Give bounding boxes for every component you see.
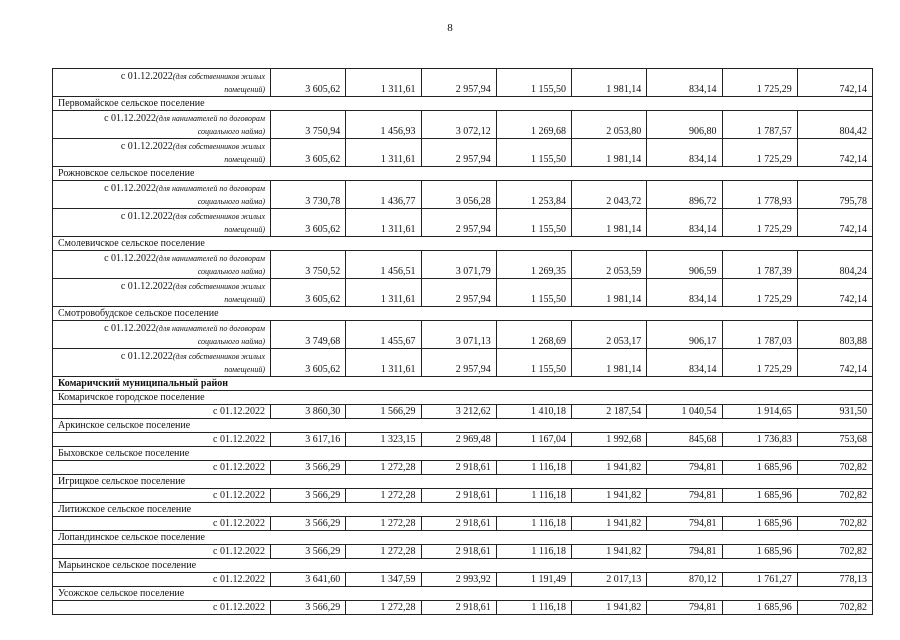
tariff-value-cell: 2 957,94	[421, 139, 496, 167]
tariff-value-cell: 906,80	[647, 111, 722, 139]
tariff-row	[53, 405, 873, 419]
period-note: (для собственников жилых	[172, 351, 265, 361]
tariff-row	[53, 321, 873, 349]
tariff-value-cell: 804,24	[797, 251, 872, 279]
period-date: с 01.12.2022	[104, 112, 157, 124]
tariff-value-cell: 1 992,68	[572, 433, 647, 447]
tariff-value-cell: 1 685,96	[722, 461, 797, 475]
settlement-name: Аркинское сельское поселение	[53, 419, 873, 433]
tariff-value-cell: 2 043,72	[572, 181, 647, 209]
tariff-value-cell: 794,81	[647, 461, 722, 475]
settlement-name: Смотровобудское сельское поселение	[53, 307, 873, 321]
tariff-value-cell: 1 941,82	[572, 601, 647, 615]
tariff-value-cell: 702,82	[797, 517, 872, 531]
tariff-value-cell: 845,68	[647, 433, 722, 447]
period-note: (для нанимателей по договорам	[156, 253, 265, 263]
tariff-value-cell: 2 957,94	[421, 209, 496, 237]
tariff-row	[53, 251, 873, 279]
period-cell	[53, 251, 271, 279]
period-date: с 01.12.2022	[213, 545, 265, 557]
settlement-row	[53, 559, 873, 573]
district-name: Комаричский муниципальный район	[53, 377, 873, 391]
tariff-value-cell: 3 071,13	[421, 321, 496, 349]
period-note-continued: социального найма)	[197, 336, 265, 346]
tariff-value-cell: 1 455,67	[346, 321, 421, 349]
tariff-value-cell: 794,81	[647, 601, 722, 615]
tariff-value-cell: 1 116,18	[496, 545, 571, 559]
tariff-row	[53, 139, 873, 167]
tariff-value-cell: 1 269,35	[496, 251, 571, 279]
settlement-name: Первомайское сельское поселение	[53, 97, 873, 111]
tariff-row	[53, 69, 873, 97]
tariff-value-cell: 753,68	[797, 433, 872, 447]
tariff-row	[53, 209, 873, 237]
tariff-value-cell: 742,14	[797, 279, 872, 307]
tariff-value-cell: 2 957,94	[421, 279, 496, 307]
tariff-value-cell: 1 685,96	[722, 601, 797, 615]
tariff-value-cell: 2 053,80	[572, 111, 647, 139]
tariff-value-cell: 3 071,79	[421, 251, 496, 279]
tariff-value-cell: 1 410,18	[496, 405, 571, 419]
tariff-value-cell: 1 311,61	[346, 279, 421, 307]
period-note-continued: социального найма)	[197, 196, 265, 206]
tariff-value-cell: 2 957,94	[421, 349, 496, 377]
district-row	[53, 377, 873, 391]
tariff-value-cell: 794,81	[647, 545, 722, 559]
tariff-value-cell: 3 566,29	[271, 461, 346, 475]
period-date: с 01.12.2022	[120, 210, 173, 222]
period-note: (для собственников жилых	[172, 71, 265, 81]
tariff-value-cell: 1 272,28	[346, 517, 421, 531]
period-date: с 01.12.2022	[213, 517, 265, 529]
tariff-value-cell: 1 253,84	[496, 181, 571, 209]
tariff-value-cell: 3 730,78	[271, 181, 346, 209]
tariff-table	[52, 68, 873, 615]
tariff-row	[53, 461, 873, 475]
tariff-value-cell: 1 268,69	[496, 321, 571, 349]
tariff-value-cell: 3 860,30	[271, 405, 346, 419]
settlement-row	[53, 97, 873, 111]
tariff-value-cell: 1 981,14	[572, 139, 647, 167]
settlement-row	[53, 587, 873, 601]
period-date: с 01.12.2022	[213, 573, 265, 585]
tariff-value-cell: 2 918,61	[421, 517, 496, 531]
period-date: с 01.12.2022	[213, 461, 265, 473]
tariff-value-cell: 3 749,68	[271, 321, 346, 349]
tariff-value-cell: 834,14	[647, 279, 722, 307]
tariff-row	[53, 545, 873, 559]
period-cell	[53, 111, 271, 139]
tariff-value-cell: 1 981,14	[572, 349, 647, 377]
tariff-value-cell: 1 311,61	[346, 69, 421, 97]
tariff-value-cell: 1 347,59	[346, 573, 421, 587]
tariff-table-body	[53, 69, 873, 615]
tariff-value-cell: 702,82	[797, 545, 872, 559]
tariff-value-cell: 834,14	[647, 209, 722, 237]
settlement-row	[53, 531, 873, 545]
tariff-value-cell: 702,82	[797, 489, 872, 503]
period-date: с 01.12.2022	[120, 280, 173, 292]
tariff-value-cell: 2 918,61	[421, 545, 496, 559]
tariff-value-cell: 1 040,54	[647, 405, 722, 419]
tariff-value-cell: 1 725,29	[722, 209, 797, 237]
tariff-value-cell: 1 155,50	[496, 349, 571, 377]
tariff-value-cell: 1 725,29	[722, 139, 797, 167]
tariff-row	[53, 111, 873, 139]
tariff-value-cell: 3 566,29	[271, 517, 346, 531]
tariff-value-cell: 1 725,29	[722, 279, 797, 307]
tariff-value-cell: 1 116,18	[496, 601, 571, 615]
settlement-row	[53, 419, 873, 433]
tariff-value-cell: 1 736,83	[722, 433, 797, 447]
tariff-row	[53, 349, 873, 377]
tariff-row	[53, 489, 873, 503]
tariff-value-cell: 1 155,50	[496, 209, 571, 237]
tariff-value-cell: 1 685,96	[722, 489, 797, 503]
period-note: (для нанимателей по договорам	[156, 183, 265, 193]
tariff-value-cell: 2 993,92	[421, 573, 496, 587]
tariff-value-cell: 1 436,77	[346, 181, 421, 209]
settlement-name: Марьинское сельское поселение	[53, 559, 873, 573]
tariff-value-cell: 2 187,54	[572, 405, 647, 419]
tariff-value-cell: 931,50	[797, 405, 872, 419]
tariff-value-cell: 3 605,62	[271, 69, 346, 97]
tariff-value-cell: 1 456,51	[346, 251, 421, 279]
tariff-value-cell: 870,12	[647, 573, 722, 587]
period-note: (для собственников жилых	[172, 141, 265, 151]
tariff-value-cell: 794,81	[647, 517, 722, 531]
tariff-value-cell: 1 191,49	[496, 573, 571, 587]
tariff-value-cell: 3 617,16	[271, 433, 346, 447]
tariff-value-cell: 1 272,28	[346, 489, 421, 503]
period-note-continued: помещений)	[224, 364, 265, 374]
period-cell	[53, 601, 271, 615]
period-note: (для нанимателей по договорам	[156, 323, 265, 333]
period-cell	[53, 405, 271, 419]
tariff-value-cell: 742,14	[797, 69, 872, 97]
settlement-name: Смолевичское сельское поселение	[53, 237, 873, 251]
tariff-value-cell: 702,82	[797, 461, 872, 475]
period-cell	[53, 461, 271, 475]
settlement-name: Рожновское сельское поселение	[53, 167, 873, 181]
tariff-value-cell: 3 212,62	[421, 405, 496, 419]
tariff-value-cell: 896,72	[647, 181, 722, 209]
period-cell	[53, 573, 271, 587]
tariff-value-cell: 906,59	[647, 251, 722, 279]
period-note-continued: помещений)	[224, 154, 265, 164]
tariff-row	[53, 517, 873, 531]
tariff-value-cell: 1 914,65	[722, 405, 797, 419]
tariff-value-cell: 1 981,14	[572, 209, 647, 237]
period-note: (для собственников жилых	[172, 281, 265, 291]
tariff-row	[53, 433, 873, 447]
period-note: (для собственников жилых	[172, 211, 265, 221]
tariff-value-cell: 1 941,82	[572, 461, 647, 475]
period-cell	[53, 69, 271, 97]
period-cell	[53, 517, 271, 531]
period-cell	[53, 209, 271, 237]
tariff-value-cell: 804,42	[797, 111, 872, 139]
period-cell	[53, 349, 271, 377]
period-cell	[53, 321, 271, 349]
tariff-value-cell: 794,81	[647, 489, 722, 503]
tariff-value-cell: 1 941,82	[572, 517, 647, 531]
tariff-value-cell: 742,14	[797, 349, 872, 377]
period-cell	[53, 545, 271, 559]
period-note-continued: помещений)	[224, 84, 265, 94]
page-number: 8	[447, 22, 453, 34]
tariff-value-cell: 1 167,04	[496, 433, 571, 447]
tariff-row	[53, 601, 873, 615]
tariff-value-cell: 1 323,15	[346, 433, 421, 447]
period-note-continued: помещений)	[224, 294, 265, 304]
tariff-value-cell: 1 456,93	[346, 111, 421, 139]
tariff-value-cell: 1 778,93	[722, 181, 797, 209]
period-date: с 01.12.2022	[120, 140, 173, 152]
tariff-value-cell: 1 941,82	[572, 545, 647, 559]
tariff-value-cell: 3 605,62	[271, 349, 346, 377]
tariff-value-cell: 3 072,12	[421, 111, 496, 139]
tariff-value-cell: 1 272,28	[346, 461, 421, 475]
tariff-value-cell: 1 272,28	[346, 601, 421, 615]
settlement-row	[53, 391, 873, 405]
tariff-value-cell: 2 017,13	[572, 573, 647, 587]
settlement-row	[53, 503, 873, 517]
period-cell	[53, 139, 271, 167]
tariff-value-cell: 3 566,29	[271, 489, 346, 503]
tariff-value-cell: 803,88	[797, 321, 872, 349]
tariff-value-cell: 2 957,94	[421, 69, 496, 97]
settlement-name: Комаричское городское поселение	[53, 391, 873, 405]
tariff-value-cell: 3 605,62	[271, 139, 346, 167]
tariff-value-cell: 1 981,14	[572, 69, 647, 97]
settlement-row	[53, 307, 873, 321]
tariff-value-cell: 1 787,03	[722, 321, 797, 349]
period-date: с 01.12.2022	[213, 489, 265, 501]
tariff-value-cell: 1 725,29	[722, 69, 797, 97]
tariff-value-cell: 1 116,18	[496, 489, 571, 503]
tariff-value-cell: 3 605,62	[271, 279, 346, 307]
tariff-value-cell: 3 605,62	[271, 209, 346, 237]
settlement-row	[53, 237, 873, 251]
tariff-value-cell: 2 053,17	[572, 321, 647, 349]
tariff-row	[53, 573, 873, 587]
tariff-value-cell: 1 761,27	[722, 573, 797, 587]
tariff-value-cell: 3 566,29	[271, 601, 346, 615]
tariff-value-cell: 742,14	[797, 139, 872, 167]
tariff-value-cell: 834,14	[647, 139, 722, 167]
tariff-value-cell: 3 750,94	[271, 111, 346, 139]
period-note: (для нанимателей по договорам	[156, 113, 265, 123]
tariff-value-cell: 1 155,50	[496, 139, 571, 167]
settlement-name: Литижское сельское поселение	[53, 503, 873, 517]
tariff-value-cell: 1 685,96	[722, 517, 797, 531]
tariff-value-cell: 3 641,60	[271, 573, 346, 587]
tariff-value-cell: 1 116,18	[496, 461, 571, 475]
tariff-value-cell: 2 918,61	[421, 461, 496, 475]
tariff-value-cell: 1 941,82	[572, 489, 647, 503]
tariff-value-cell: 3 750,52	[271, 251, 346, 279]
settlement-name: Лопандинское сельское поселение	[53, 531, 873, 545]
period-date: с 01.12.2022	[120, 350, 173, 362]
period-date: с 01.12.2022	[213, 433, 265, 445]
period-cell	[53, 181, 271, 209]
tariff-value-cell: 1 685,96	[722, 545, 797, 559]
tariff-value-cell: 3 566,29	[271, 545, 346, 559]
tariff-value-cell: 1 272,28	[346, 545, 421, 559]
settlement-name: Быховское сельское поселение	[53, 447, 873, 461]
tariff-value-cell: 702,82	[797, 601, 872, 615]
period-cell	[53, 279, 271, 307]
tariff-value-cell: 1 155,50	[496, 279, 571, 307]
tariff-value-cell: 742,14	[797, 209, 872, 237]
tariff-value-cell: 2 918,61	[421, 601, 496, 615]
tariff-value-cell: 2 918,61	[421, 489, 496, 503]
tariff-value-cell: 1 787,39	[722, 251, 797, 279]
period-note-continued: помещений)	[224, 224, 265, 234]
settlement-row	[53, 447, 873, 461]
period-date: с 01.12.2022	[213, 601, 265, 613]
period-date: с 01.12.2022	[120, 70, 173, 82]
settlement-row	[53, 167, 873, 181]
tariff-value-cell: 834,14	[647, 349, 722, 377]
tariff-value-cell: 1 787,57	[722, 111, 797, 139]
tariff-value-cell: 2 053,59	[572, 251, 647, 279]
settlement-row	[53, 475, 873, 489]
tariff-value-cell: 2 969,48	[421, 433, 496, 447]
period-note-continued: социального найма)	[197, 266, 265, 276]
period-date: с 01.12.2022	[104, 252, 157, 264]
period-date: с 01.12.2022	[104, 322, 157, 334]
tariff-value-cell: 3 056,28	[421, 181, 496, 209]
tariff-row	[53, 181, 873, 209]
period-cell	[53, 433, 271, 447]
tariff-value-cell: 1 269,68	[496, 111, 571, 139]
tariff-value-cell: 778,13	[797, 573, 872, 587]
tariff-value-cell: 1 311,61	[346, 349, 421, 377]
tariff-value-cell: 1 981,14	[572, 279, 647, 307]
period-cell	[53, 489, 271, 503]
period-date: с 01.12.2022	[104, 182, 157, 194]
tariff-value-cell: 1 566,29	[346, 405, 421, 419]
tariff-value-cell: 1 155,50	[496, 69, 571, 97]
tariff-value-cell: 1 116,18	[496, 517, 571, 531]
settlement-name: Игрицкое сельское поселение	[53, 475, 873, 489]
tariff-value-cell: 834,14	[647, 69, 722, 97]
period-date: с 01.12.2022	[213, 405, 265, 417]
tariff-value-cell: 1 311,61	[346, 139, 421, 167]
settlement-name: Усожское сельское поселение	[53, 587, 873, 601]
tariff-row	[53, 279, 873, 307]
tariff-value-cell: 1 311,61	[346, 209, 421, 237]
tariff-value-cell: 906,17	[647, 321, 722, 349]
period-note-continued: социального найма)	[197, 126, 265, 136]
tariff-value-cell: 1 725,29	[722, 349, 797, 377]
tariff-value-cell: 795,78	[797, 181, 872, 209]
